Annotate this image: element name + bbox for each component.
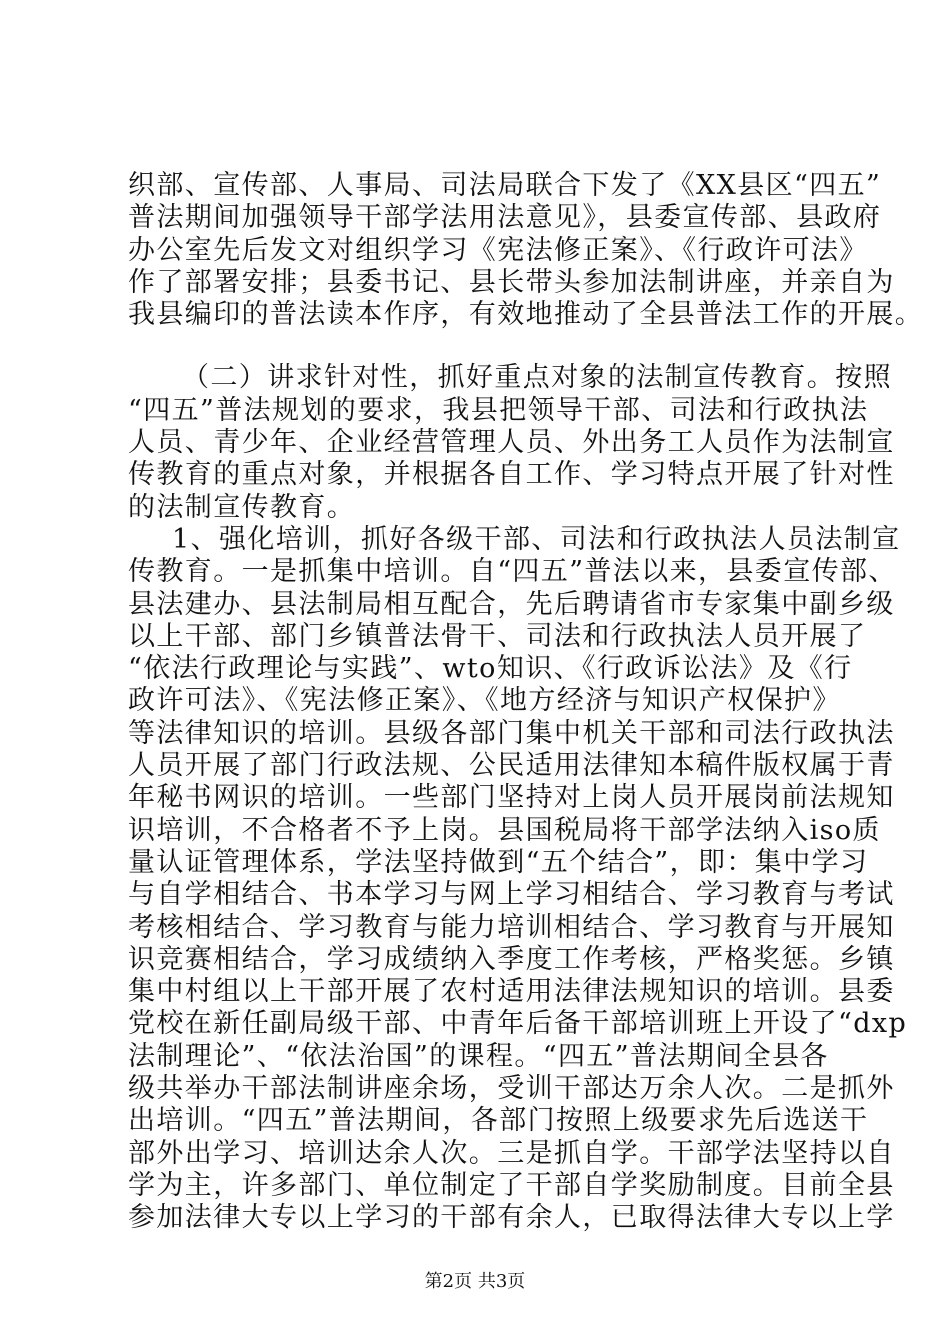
text-line: 人员、青少年、企业经营管理人员、外出务工人员作为法制宣	[128, 427, 895, 459]
page-number-footer: 第2页 共3页	[424, 1271, 526, 1292]
text-line: 法制理论”、“依法治国”的课程。“四五”普法期间全县各	[128, 1040, 829, 1072]
text-line: 人员开展了部门行政法规、公民适用法律知本稿件版权属于青	[128, 750, 895, 782]
text-line: 县法建办、县法制局相互配合，先后聘请省市专家集中副乡级	[128, 588, 895, 620]
text-line: 年秘书网识的培训。一些部门坚持对上岗人员开展岗前法规知	[128, 782, 895, 814]
text-line: 识竞赛相结合，学习成绩纳入季度工作考核，严格奖惩。乡镇	[128, 943, 895, 975]
text-line: 我县编印的普法读本作序，有效地推动了全县普法工作的开展。	[128, 299, 924, 331]
text-line: 集中村组以上干部开展了农村适用法律法规知识的培训。县委	[128, 976, 895, 1008]
text-line: 与自学相结合、书本学习与网上学习相结合、学习教育与考试	[128, 879, 895, 911]
document-body	[128, 170, 924, 1235]
text-line: 参加法律大专以上学习的干部有余人，已取得法律大专以上学	[128, 1202, 895, 1234]
text-line: 量认证管理体系，学法坚持做到“五个结合”，即：集中学习	[128, 846, 869, 878]
text-line: 1、强化培训，抓好各级干部、司法和行政执法人员法制宣	[172, 523, 901, 555]
text-line: 考核相结合、学习教育与能力培训相结合、学习教育与开展知	[128, 911, 895, 943]
text-line: 等法律知识的培训。县级各部门集中机关干部和司法行政执法	[128, 717, 895, 749]
text-line: 作了部署安排；县委书记、县长带头参加法制讲座，并亲自为	[128, 266, 895, 298]
text-line: 传教育。一是抓集中培训。自“四五”普法以来，县委宣传部、	[128, 556, 897, 588]
text-line: 织部、宣传部、人事局、司法局联合下发了《XX县区“四五”	[128, 170, 882, 201]
paragraph-gap	[128, 331, 840, 362]
text-line: 出培训。“四五”普法期间，各部门按照上级要求先后选送干	[128, 1105, 869, 1137]
text-line: “四五”普法规划的要求，我县把领导干部、司法和行政执法	[128, 394, 869, 426]
text-line: “依法行政理论与实践”、wto知识、《行政诉讼法》及《行	[128, 653, 853, 685]
text-line: （二）讲求针对性，抓好重点对象的法制宣传教育。按照	[182, 362, 892, 394]
text-line: 党校在新任副局级干部、中青年后备干部培训班上开设了“dxp	[128, 1008, 908, 1040]
text-line: 以上干部、部门乡镇普法骨干、司法和行政执法人员开展了	[128, 620, 867, 652]
text-line: 政许可法》、《宪法修正案》、《地方经济与知识产权保护》	[128, 685, 841, 717]
text-line: 的法制宣传教育。	[128, 491, 356, 523]
text-line: 办公室先后发文对组织学习《宪法修正案》、《行政许可法》	[128, 234, 868, 266]
paragraph-3	[128, 523, 908, 1235]
paragraph-1	[128, 170, 924, 331]
paragraph-2	[128, 362, 895, 523]
text-line: 级共举办干部法制讲座余场，受训干部达万余人次。二是抓外	[128, 1073, 895, 1105]
text-line: 普法期间加强领导干部学法用法意见》，县委宣传部、县政府	[128, 202, 882, 234]
text-line: 部外出学习、培训达余人次。三是抓自学。干部学法坚持以自	[128, 1137, 895, 1169]
text-line: 学为主，许多部门、单位制定了干部自学奖励制度。目前全县	[128, 1169, 895, 1201]
text-line: 识培训，不合格者不予上岗。县国税局将干部学法纳入iso质	[128, 814, 881, 846]
text-line: 传教育的重点对象，并根据各自工作、学习特点开展了针对性	[128, 459, 895, 491]
